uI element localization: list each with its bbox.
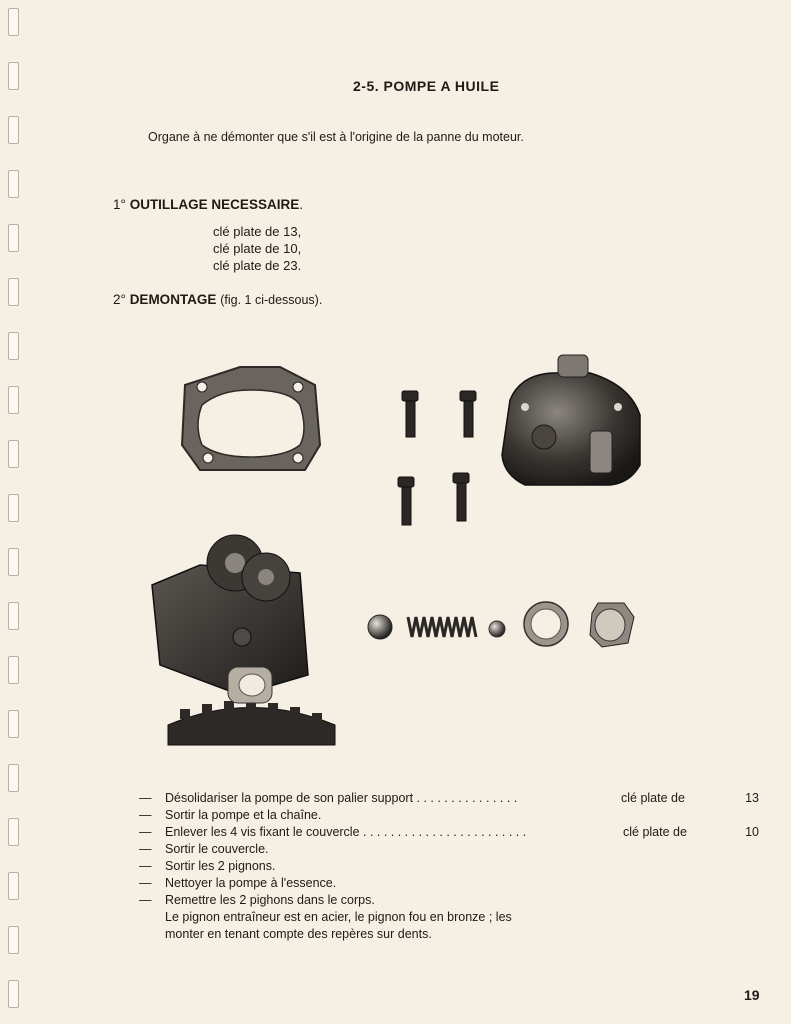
binding-hole [8, 764, 19, 792]
binding-hole [8, 494, 19, 522]
valve-parts [368, 602, 634, 647]
demontage-title: DEMONTAGE [129, 292, 217, 307]
step-text: Nettoyer la pompe à l'essence. [165, 876, 337, 890]
step-item [139, 875, 769, 892]
tool-item: clé plate de 23. [213, 258, 302, 273]
step-tool: clé plate de [623, 825, 687, 839]
step-dash: — [139, 893, 152, 907]
step-dash: — [139, 808, 152, 822]
step-item [139, 790, 769, 807]
step-text: Remettre les 2 pighons dans le corps. [165, 893, 375, 907]
step-dash: — [139, 825, 152, 839]
binding-hole [8, 224, 19, 252]
section-title: 2-5. POMPE A HUILE [353, 78, 500, 94]
outillage-heading [113, 197, 303, 212]
step-item [139, 858, 769, 875]
binding-hole [8, 872, 19, 900]
binding-hole [8, 386, 19, 414]
step-text: monter en tenant compte des repères sur dents. [165, 927, 432, 941]
step-item [139, 841, 769, 858]
steps-list [139, 790, 769, 943]
step-dash: — [139, 791, 152, 805]
oil-pump-parts-photo [140, 345, 660, 765]
intro-text: Organe à ne démonter que s'il est à l'origine de la panne du moteur. [148, 130, 524, 144]
binding-holes [6, 0, 22, 1024]
outillage-period: . [299, 197, 303, 212]
demontage-heading [113, 292, 322, 307]
step-tool-size: 10 [745, 825, 759, 839]
demontage-number: 2° [113, 292, 126, 307]
page-number: 19 [744, 987, 760, 1003]
binding-hole [8, 602, 19, 630]
binding-hole [8, 818, 19, 846]
demontage-note: (fig. 1 ci-dessous). [220, 293, 323, 307]
step-text: Sortir les 2 pignons. [165, 859, 276, 873]
step-text: Désolidariser la pompe de son palier support . . . . . . . . . . . . . . . [165, 791, 518, 805]
binding-hole [8, 62, 19, 90]
step-item [139, 807, 769, 824]
binding-hole [8, 926, 19, 954]
binding-hole [8, 332, 19, 360]
step-dash: — [139, 842, 152, 856]
binding-hole [8, 440, 19, 468]
step-item [139, 892, 769, 909]
binding-hole [8, 980, 19, 1008]
binding-hole [8, 710, 19, 738]
step-text: Le pignon entraîneur est en acier, le pignon fou en bronze ; les [165, 910, 512, 924]
step-dash: — [139, 876, 152, 890]
binding-hole [8, 656, 19, 684]
cover-bolts [398, 391, 476, 525]
binding-hole [8, 278, 19, 306]
pump-body [152, 535, 335, 745]
tool-item: clé plate de 10, [213, 241, 302, 256]
step-item [139, 909, 769, 926]
step-item [139, 926, 769, 943]
step-item [139, 824, 769, 841]
binding-hole [8, 170, 19, 198]
step-text: Enlever les 4 vis fixant le couvercle . . . . . . . . . . . . . . . . . . . . . . . . [165, 825, 527, 839]
binding-hole [8, 548, 19, 576]
outillage-title: OUTILLAGE NECESSAIRE [129, 197, 300, 212]
binding-hole [8, 8, 19, 36]
binding-hole [8, 116, 19, 144]
step-text: Sortir le couvercle. [165, 842, 269, 856]
step-tool: clé plate de [621, 791, 685, 805]
gasket [182, 367, 320, 470]
outillage-number: 1° [113, 197, 126, 212]
tool-item: clé plate de 13, [213, 224, 302, 239]
step-tool-size: 13 [745, 791, 759, 805]
pump-cover [502, 355, 640, 485]
step-text: Sortir la pompe et la chaîne. [165, 808, 322, 822]
step-dash: — [139, 859, 152, 873]
